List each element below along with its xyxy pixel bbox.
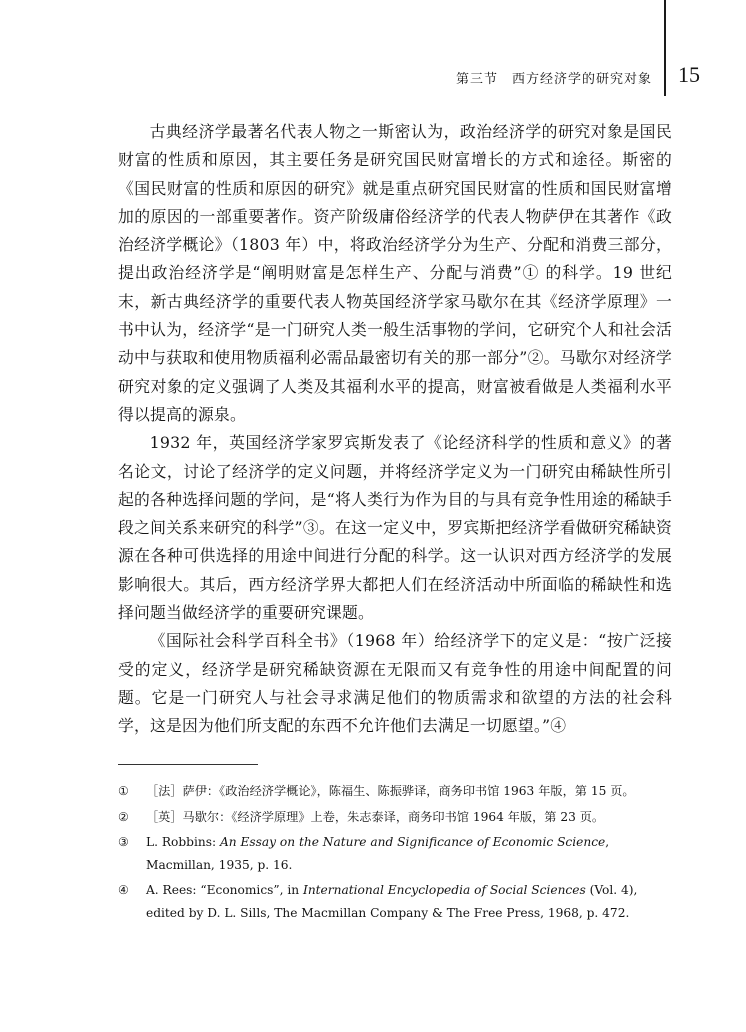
footnote-text	[146, 831, 674, 876]
running-head: 第三节 西方经济学的研究对象	[455, 72, 652, 87]
footnotes	[118, 780, 674, 927]
paragraph-robbins: 1932 年，英国经济学家罗宾斯发表了《论经济科学的性质和意义》的著名论文，讨论了经济学的定义问题，并将经济学定义为一门研究由稀缺性所引起的各种选择问题的学问，是“将人类行为作为目的与具有竞争性用途的稀缺手段之间关系来研究的科学”③。在这一定义中，罗宾斯把经济学看做研究稀缺资源在各种可供选择的用途中间进行分配的科学。这一认识对西方经济学的发展影响很大。其后，西方经济学界大都把人们在经济活动中所面临的稀缺性和选择问题当做经济学的重要研究课题。	[118, 433, 672, 623]
footnote-1	[118, 780, 674, 803]
footnote-text	[146, 879, 674, 924]
header-vertical-rule	[664, 0, 666, 96]
footnote-author: L. Robbins:	[146, 835, 220, 849]
footnote-text: ［法］萨伊：《政治经济学概论》，陈福生、陈振骅译，商务印书馆 1963 年版，第 15 页。	[146, 784, 635, 798]
paragraph-smith-say-marshall: 古典经济学最著名代表人物之一斯密认为，政治经济学的研究对象是国民财富的性质和原因，其主要任务是研究国民财富增长的方式和途径。斯密的《国民财富的性质和原因的研究》就是重点研究国民财富的性质和国民财富增加的原因的一部重要著作。资产阶级庸俗经济学的代表人物萨伊在其著作《政治经济学概论》（1803 年）中，将政治经济学分为生产、分配和消费三部分，提出政治经济学是“阐明财富是怎样生产、分配与消费”① 的科学。19 世纪末，新古典经济学的重要代表人物英国经济学家马歇尔在其《经济学原理》一书中认为，经济学“是一门研究人类一般生活事物的学问，它研究个人和社会活动中与获取和使用物质福利必需品最密切有关的那一部分”②。马歇尔对经济学研究对象的定义强调了人类及其福利水平的提高，财富被看做是人类福利水平得以提高的源泉。	[118, 122, 672, 424]
footnote-3	[118, 831, 674, 876]
footnote-publisher: , Macmillan, 1935, p. 16.	[146, 835, 610, 872]
footnote-author: A. Rees: “Economics”, in	[146, 883, 303, 897]
footnote-marker: ④	[118, 883, 129, 897]
footnote-publisher: (Vol. 4), edited by D. L. Sills, The Macmillan Company & The Free Press, 1968, p. 472.	[146, 883, 638, 920]
footnote-book-title: International Encyclopedia of Social Sciences	[303, 883, 586, 897]
footnote-marker: ③	[118, 835, 129, 849]
footnote-book-title: An Essay on the Nature and Significance of Economic Science	[219, 835, 606, 849]
paragraph-encyclopedia: 《国际社会科学百科全书》（1968 年）给经济学下的定义是：“按广泛接受的定义，经济学是研究稀缺资源在无限而又有竞争性的用途中间配置的问题。它是一门研究人与社会寻求满足他们的物质需求和欲望的方法的社会科学，这是因为他们所支配的东西不允许他们去满足一切愿望。”④	[118, 631, 672, 736]
footnote-4	[118, 879, 674, 924]
footnote-marker: ②	[118, 809, 129, 824]
page-number: 15	[678, 62, 700, 87]
body-text	[118, 118, 672, 741]
footnote-separator	[118, 764, 258, 765]
footnote-text: ［英］马歇尔：《经济学原理》上卷，朱志泰译，商务印书馆 1964 年版，第 23 页。	[146, 809, 605, 824]
footnote-2	[118, 806, 674, 829]
footnote-marker: ①	[118, 784, 129, 798]
